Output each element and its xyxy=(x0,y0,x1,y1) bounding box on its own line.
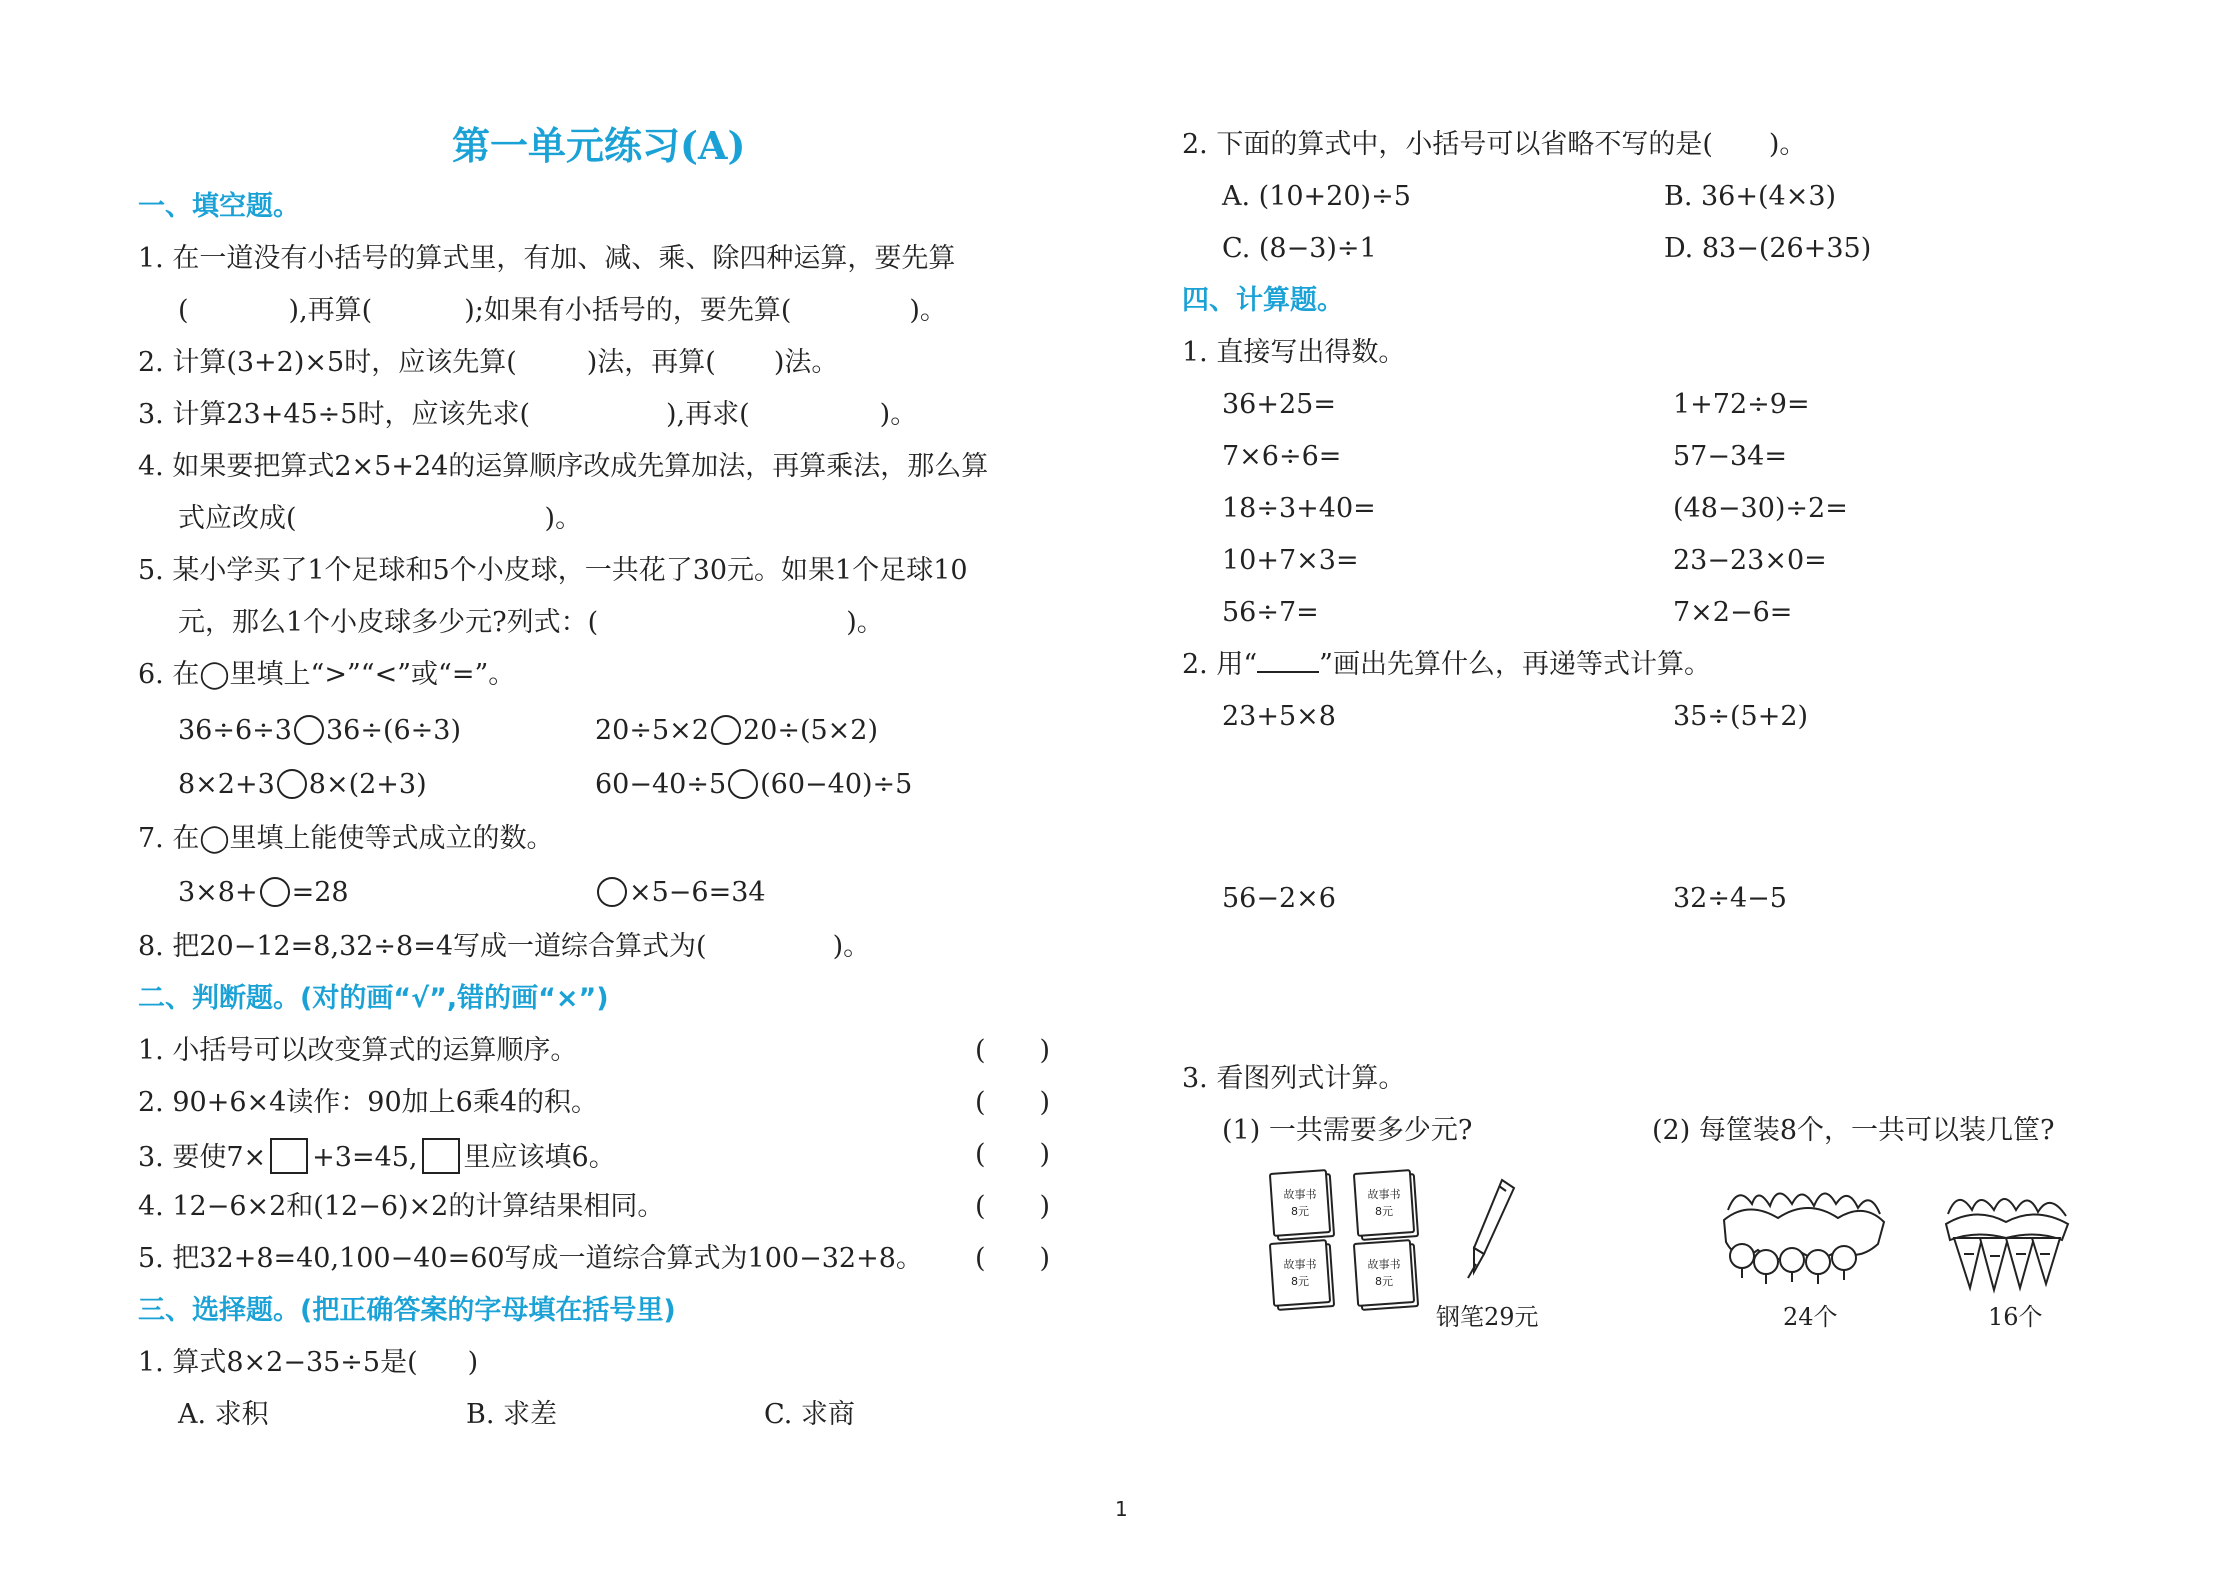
s2-answer-paren-3[interactable]: ( ) xyxy=(975,1139,1051,1170)
s1-q6-item4: 60−40÷5 (60−40)÷5 xyxy=(595,769,913,800)
s1-q6-item3: 8×2+3 8×(2+3) xyxy=(178,769,427,800)
s4-q1-item: 36+25= xyxy=(1222,389,1336,420)
s4-q1-item: 56÷7= xyxy=(1222,597,1319,628)
section1-heading: 一、填空题。 xyxy=(138,191,300,222)
s2-answer-paren-1[interactable]: ( ) xyxy=(975,1035,1051,1066)
s1-q3: 3. 计算23+45÷5时，应该先求( ),再求( )。 xyxy=(138,399,918,430)
page-number: 1 xyxy=(1115,1497,1128,1521)
s3-q2-option-d[interactable]: D. 83−(26+35) xyxy=(1664,233,1872,264)
book-label: 故事书 xyxy=(1367,1258,1401,1271)
s3-q1-option-b[interactable]: B. 求差 xyxy=(466,1399,558,1430)
s1-q6-item1: 36÷6÷3 36÷(6÷3) xyxy=(178,715,461,746)
radish-caption: 24个 xyxy=(1783,1303,1838,1331)
s3-q1-option-a[interactable]: A. 求积 xyxy=(178,1399,269,1430)
s3-q2-option-c[interactable]: C. (8−3)÷1 xyxy=(1222,233,1377,264)
compare-circle[interactable] xyxy=(294,715,324,745)
carrot-caption: 16个 xyxy=(1988,1303,2043,1331)
s2-item1: 1. 小括号可以改变算式的运算顺序。 xyxy=(138,1035,578,1066)
s4-q1-item: 18÷3+40= xyxy=(1222,493,1376,524)
s1-q2: 2. 计算(3+2)×5时，应该先算( )法，再算( )法。 xyxy=(138,347,839,378)
s4-q1-item: 7×6÷6= xyxy=(1222,441,1342,472)
answer-box[interactable] xyxy=(422,1138,460,1174)
s1-q6: 6. 在◯里填上“>”“<”或“=”。 xyxy=(138,659,516,690)
s1-q8: 8. 把20−12=8,32÷8=4写成一道综合算式为( )。 xyxy=(138,931,871,962)
answer-circle[interactable] xyxy=(260,877,290,907)
s4-q1-item: (48−30)÷2= xyxy=(1673,493,1848,524)
s4-q3-sub1: (1) 一共需要多少元? xyxy=(1222,1115,1473,1146)
book-label: 故事书 xyxy=(1283,1188,1317,1201)
book-label: 故事书 xyxy=(1283,1258,1317,1271)
book-price: 8元 xyxy=(1291,1275,1309,1288)
s4-q2-item: 35÷(5+2) xyxy=(1673,701,1809,732)
book-price: 8元 xyxy=(1375,1205,1393,1218)
s2-item3: 3. 要使7× +3=45, 里应该填6。 xyxy=(138,1138,616,1175)
s2-answer-paren-5[interactable]: ( ) xyxy=(975,1243,1051,1274)
s4-q3-sub2: (2) 每筐装8个，一共可以装几筐? xyxy=(1652,1115,2055,1146)
book-price: 8元 xyxy=(1291,1205,1309,1218)
s3-q1-option-c[interactable]: C. 求商 xyxy=(764,1399,855,1430)
s4-q1-item: 10+7×3= xyxy=(1222,545,1359,576)
radish-illustration xyxy=(1718,1180,1888,1290)
s1-q5-line2: 元，那么1个小皮球多少元?列式：( )。 xyxy=(178,607,884,638)
page-title: 第一单元练习(A) xyxy=(452,123,746,168)
s1-q7-item2: ×5−6=34 xyxy=(595,876,766,910)
s4-q2: 2. 用“ ”画出先算什么，再递等式计算。 xyxy=(1182,649,1711,680)
s1-q7: 7. 在◯里填上能使等式成立的数。 xyxy=(138,823,554,854)
section4-heading: 四、计算题。 xyxy=(1182,285,1344,316)
s2-answer-paren-2[interactable]: ( ) xyxy=(975,1087,1051,1118)
s3-q2-option-a[interactable]: A. (10+20)÷5 xyxy=(1222,181,1411,212)
answer-box[interactable] xyxy=(270,1138,308,1174)
s4-q3: 3. 看图列式计算。 xyxy=(1182,1063,1406,1094)
compare-circle[interactable] xyxy=(728,769,758,799)
s3-q2-option-b[interactable]: B. 36+(4×3) xyxy=(1664,181,1837,212)
carrot-illustration xyxy=(1940,1184,2076,1294)
book-label: 故事书 xyxy=(1367,1188,1401,1201)
s3-q1: 1. 算式8×2−35÷5是( ) xyxy=(138,1347,479,1378)
s3-q2: 2. 下面的算式中，小括号可以省略不写的是( )。 xyxy=(1182,129,1807,160)
answer-circle[interactable] xyxy=(597,877,627,907)
s1-q7-item1: 3×8+ =28 xyxy=(178,877,349,908)
s1-q1-line1: 1. 在一道没有小括号的算式里，有加、减、乘、除四种运算，要先算 xyxy=(138,243,956,274)
s4-q1-item: 7×2−6= xyxy=(1673,597,1793,628)
s1-q5-line1: 5. 某小学买了1个足球和5个小皮球，一共花了30元。如果1个足球10 xyxy=(138,555,968,586)
s4-q2-item: 23+5×8 xyxy=(1222,701,1336,732)
s2-item5: 5. 把32+8=40,100−40=60写成一道综合算式为100−32+8。 xyxy=(138,1243,923,1274)
s2-item4: 4. 12−6×2和(12−6)×2的计算结果相同。 xyxy=(138,1191,665,1222)
s1-q6-item2: 20÷5×2 20÷(5×2) xyxy=(595,715,878,746)
s4-q1-item: 57−34= xyxy=(1673,441,1787,472)
s4-q1: 1. 直接写出得数。 xyxy=(1182,337,1406,368)
s2-answer-paren-4[interactable]: ( ) xyxy=(975,1191,1051,1222)
compare-circle[interactable] xyxy=(711,715,741,745)
s1-q4-line2: 式应改成( )。 xyxy=(178,503,583,534)
section2-heading: 二、判断题。(对的画“√”,错的画“×”) xyxy=(138,983,609,1014)
compare-circle[interactable] xyxy=(277,769,307,799)
s4-q1-item: 1+72÷9= xyxy=(1673,389,1810,420)
s4-q1-item: 23−23×0= xyxy=(1673,545,1827,576)
s4-q2-item: 32÷4−5 xyxy=(1673,883,1787,914)
pen-icon xyxy=(1462,1176,1522,1282)
pen-caption: 钢笔29元 xyxy=(1436,1303,1539,1331)
s1-q4-line1: 4. 如果要把算式2×5+24的运算顺序改成先算加法，再算乘法，那么算 xyxy=(138,451,989,482)
story-books-illustration xyxy=(1268,1168,1428,1316)
underline-blank xyxy=(1257,649,1319,673)
book-price: 8元 xyxy=(1375,1275,1393,1288)
section3-heading: 三、选择题。(把正确答案的字母填在括号里) xyxy=(138,1295,676,1326)
s2-item2: 2. 90+6×4读作：90加上6乘4的积。 xyxy=(138,1087,599,1118)
s4-q2-item: 56−2×6 xyxy=(1222,883,1336,914)
s1-q1-line2: ( ),再算( );如果有小括号的，要先算( )。 xyxy=(178,295,947,326)
